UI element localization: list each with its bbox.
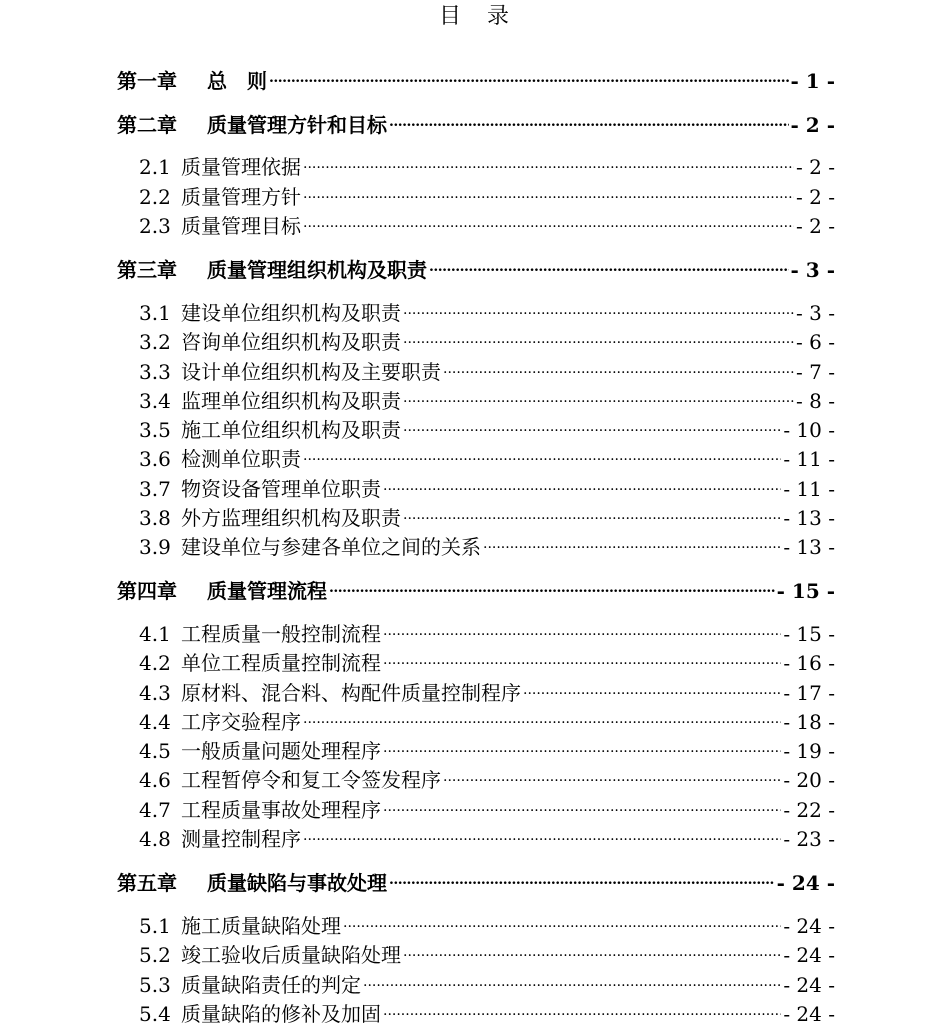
toc-number: 第五章 (117, 871, 177, 895)
toc-title: 质量管理方针和目标 (207, 113, 387, 137)
toc-leader (443, 353, 794, 379)
toc-number: 2.2 (139, 185, 171, 209)
toc-leader (329, 572, 775, 598)
toc-leader (483, 528, 781, 554)
toc-leader (383, 644, 781, 670)
toc-section-4-6[interactable] (139, 761, 835, 792)
toc-chapter-4[interactable] (117, 572, 835, 603)
toc-section-5-2[interactable] (139, 936, 835, 967)
toc-title: 建设单位组织机构及职责 (181, 301, 401, 325)
toc-title: 施工单位组织机构及职责 (181, 418, 401, 442)
toc-number: 4.4 (139, 710, 171, 734)
toc-section-4-8[interactable] (139, 820, 835, 851)
toc-section-3-4[interactable] (139, 382, 835, 413)
toc-leader (389, 106, 789, 132)
toc-section-4-4[interactable] (139, 703, 835, 734)
toc-leader (383, 732, 781, 758)
toc-page-number: - 23 - (783, 827, 835, 851)
toc-leader (383, 615, 781, 641)
toc-title: 质量管理流程 (207, 579, 327, 603)
toc-number: 4.6 (139, 768, 171, 792)
toc-title: 质量管理组织机构及职责 (207, 258, 427, 282)
toc-page-number: - 2 - (790, 113, 835, 137)
toc-page-number: - 11 - (783, 447, 835, 471)
toc-leader (303, 440, 781, 466)
toc-number: 3.7 (139, 477, 171, 501)
toc-number: 3.3 (139, 360, 171, 384)
toc-section-3-1[interactable] (139, 294, 835, 325)
toc-page-number: - 3 - (790, 258, 835, 282)
toc-number: 5.1 (139, 914, 171, 938)
toc-leader (269, 62, 789, 88)
toc-page-number: - 7 - (796, 360, 835, 384)
toc-number: 4.8 (139, 827, 171, 851)
toc-section-4-1[interactable] (139, 615, 835, 646)
toc-leader (443, 761, 781, 787)
toc-leader (403, 323, 794, 349)
toc-title: 监理单位组织机构及职责 (181, 389, 401, 413)
toc-section-5-3[interactable] (139, 966, 835, 997)
toc-title: 施工质量缺陷处理 (181, 914, 341, 938)
toc-leader (523, 674, 781, 700)
page-title: 目 录 (438, 4, 511, 29)
toc-chapter-5[interactable] (117, 864, 835, 895)
toc-leader (403, 294, 794, 320)
toc-page-number: - 19 - (783, 739, 835, 763)
toc-leader (383, 470, 781, 496)
toc-number: 3.6 (139, 447, 171, 471)
toc-page-number: - 24 - (783, 973, 835, 997)
toc-page-number: - 1 - (790, 69, 835, 93)
toc-section-3-2[interactable] (139, 323, 835, 354)
toc-leader (383, 995, 781, 1021)
toc-section-3-5[interactable] (139, 411, 835, 442)
toc-leader (429, 251, 789, 277)
toc-title: 竣工验收后质量缺陷处理 (181, 943, 401, 967)
toc-section-4-7[interactable] (139, 791, 835, 822)
toc-title: 工程质量一般控制流程 (181, 622, 381, 646)
toc-leader (403, 499, 781, 525)
toc-leader (343, 907, 781, 933)
toc-title: 质量管理依据 (181, 155, 301, 179)
toc-section-3-7[interactable] (139, 470, 835, 501)
toc-leader (403, 382, 794, 408)
toc-number: 3.5 (139, 418, 171, 442)
toc-page-number: - 2 - (796, 214, 835, 238)
toc-number: 4.7 (139, 798, 171, 822)
toc-section-3-8[interactable] (139, 499, 835, 530)
toc-section-4-3[interactable] (139, 674, 835, 705)
toc-number: 3.2 (139, 330, 171, 354)
toc-page-number: - 22 - (783, 798, 835, 822)
toc-number: 5.2 (139, 943, 171, 967)
toc-title: 质量缺陷与事故处理 (207, 871, 387, 895)
toc-page-number: - 2 - (796, 155, 835, 179)
toc-leader (383, 791, 781, 817)
toc-title: 一般质量问题处理程序 (181, 739, 381, 763)
toc-page-number: - 20 - (783, 768, 835, 792)
toc-page-number: - 15 - (776, 579, 835, 603)
toc-number: 3.1 (139, 301, 171, 325)
toc-title: 工程暂停令和复工令签发程序 (181, 768, 441, 792)
toc-title: 物资设备管理单位职责 (181, 477, 381, 501)
toc-title: 检测单位职责 (181, 447, 301, 471)
toc-section-5-1[interactable] (139, 907, 835, 938)
toc-page-number: - 10 - (783, 418, 835, 442)
toc-section-3-3[interactable] (139, 353, 835, 384)
toc-page-number: - 6 - (796, 330, 835, 354)
toc-title: 质量管理方针 (181, 185, 301, 209)
toc-title: 咨询单位组织机构及职责 (181, 330, 401, 354)
toc-leader (303, 703, 781, 729)
toc-page-number: - 17 - (783, 681, 835, 705)
toc-section-4-2[interactable] (139, 644, 835, 675)
toc-leader (403, 411, 781, 437)
toc-chapter-2[interactable] (117, 106, 835, 137)
toc-section-3-9[interactable] (139, 528, 835, 559)
toc-title: 总 则 (207, 69, 267, 93)
toc-page-number: - 18 - (783, 710, 835, 734)
toc-number: 第四章 (117, 579, 177, 603)
toc-section-3-6[interactable] (139, 440, 835, 471)
toc-title: 单位工程质量控制流程 (181, 651, 381, 675)
toc-number: 2.3 (139, 214, 171, 238)
toc-number: 4.3 (139, 681, 171, 705)
toc-number: 4.5 (139, 739, 171, 763)
toc-number: 2.1 (139, 155, 171, 179)
toc-number: 5.3 (139, 973, 171, 997)
toc-title: 建设单位与参建各单位之间的关系 (181, 535, 481, 559)
toc-leader (303, 820, 781, 846)
toc-number: 3.9 (139, 535, 171, 559)
toc-leader (403, 936, 781, 962)
toc-leader (303, 148, 794, 174)
toc-number: 第一章 (117, 69, 177, 93)
toc-leader (303, 207, 794, 233)
toc-title: 原材料、混合料、构配件质量控制程序 (181, 681, 521, 705)
toc-page-number: - 16 - (783, 651, 835, 675)
toc-title: 质量管理目标 (181, 214, 301, 238)
toc-section-2-1[interactable] (139, 148, 835, 179)
toc-page-number: - 24 - (776, 871, 835, 895)
toc-section-4-5[interactable] (139, 732, 835, 763)
toc-number: 5.4 (139, 1002, 171, 1026)
toc-section-2-2[interactable] (139, 178, 835, 209)
toc-chapter-3[interactable] (117, 251, 835, 282)
toc-page-number: - 8 - (796, 389, 835, 413)
toc-title: 工程质量事故处理程序 (181, 798, 381, 822)
toc-number: 4.2 (139, 651, 171, 675)
toc-section-5-4[interactable] (139, 995, 835, 1026)
toc-leader (363, 966, 781, 992)
toc-leader (303, 178, 794, 204)
toc-title: 设计单位组织机构及主要职责 (181, 360, 441, 384)
toc-title: 外方监理组织机构及职责 (181, 506, 401, 530)
toc-title: 工序交验程序 (181, 710, 301, 734)
toc-page-number: - 24 - (783, 943, 835, 967)
toc-page-number: - 15 - (783, 622, 835, 646)
toc-number: 第二章 (117, 113, 177, 137)
toc-title: 测量控制程序 (181, 827, 301, 851)
toc-page-number: - 24 - (783, 914, 835, 938)
toc-number: 4.1 (139, 622, 171, 646)
toc-number: 3.8 (139, 506, 171, 530)
toc-number: 第三章 (117, 258, 177, 282)
toc-page-number: - 24 - (783, 1002, 835, 1026)
toc-title: 质量缺陷的修补及加固 (181, 1002, 381, 1026)
toc-title: 质量缺陷责任的判定 (181, 973, 361, 997)
toc-chapter-1[interactable] (117, 62, 835, 93)
toc-number: 3.4 (139, 389, 171, 413)
toc-leader (389, 864, 775, 890)
toc-page-number: - 13 - (783, 535, 835, 559)
toc-page-number: - 13 - (783, 506, 835, 530)
toc-page-number: - 11 - (783, 477, 835, 501)
toc-page-number: - 2 - (796, 185, 835, 209)
toc-section-2-3[interactable] (139, 207, 835, 238)
toc-page-number: - 3 - (796, 301, 835, 325)
